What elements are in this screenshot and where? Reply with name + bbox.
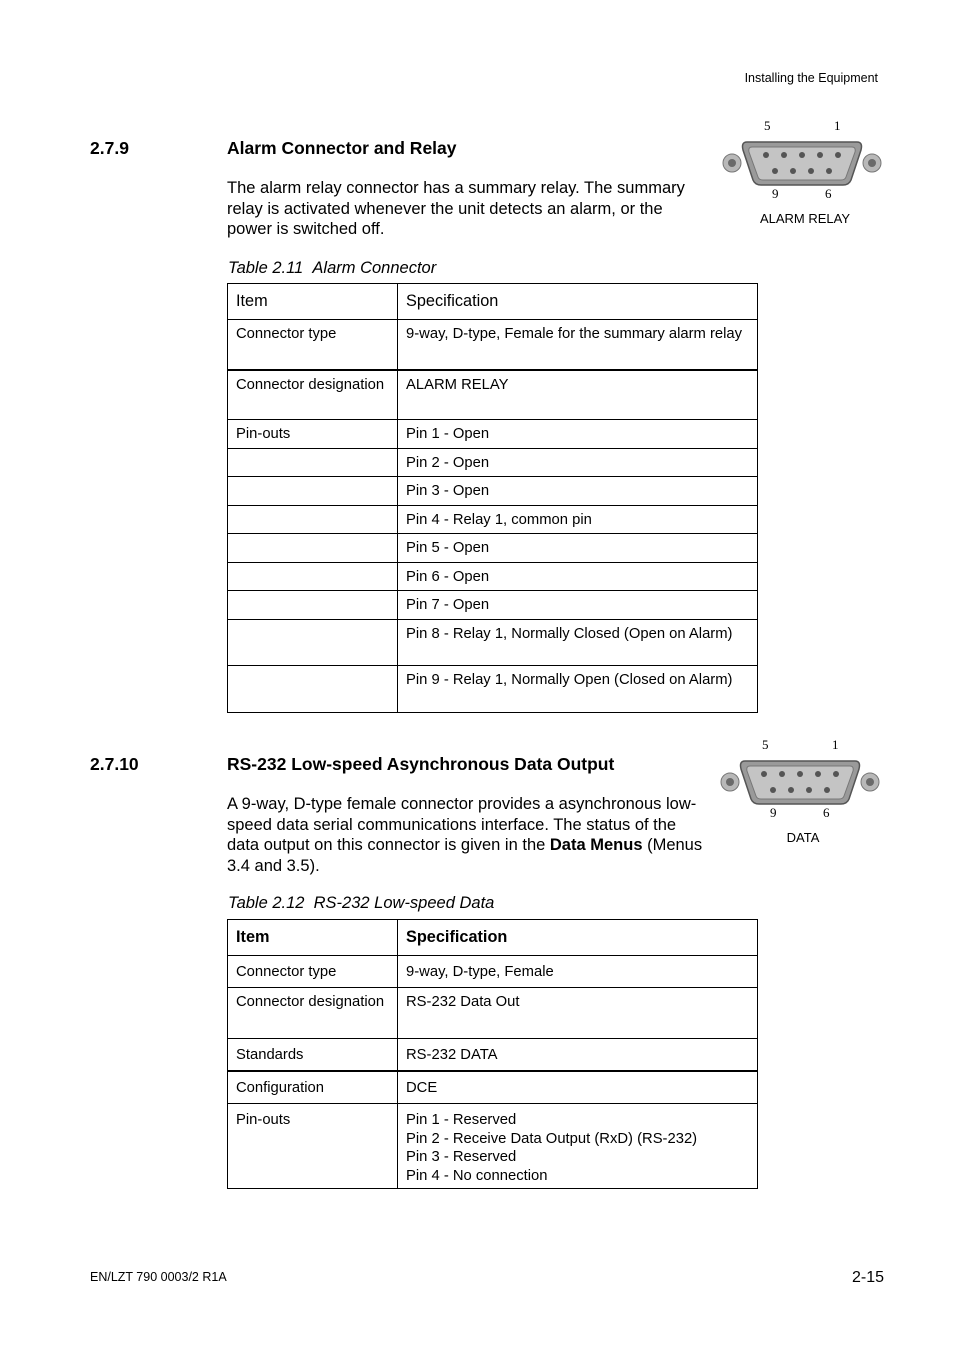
pinout-line: Pin 1 - Reserved — [406, 1112, 517, 1128]
connector-label: DATA — [786, 830, 820, 845]
table-row — [228, 1039, 758, 1071]
table-row — [228, 320, 758, 370]
table-cell — [228, 620, 398, 666]
header-cell: Specification — [398, 284, 758, 320]
alarm-relay-connector — [720, 118, 890, 228]
table-caption: Table 2.12 RS-232 Low-speed Data — [228, 894, 495, 912]
table-cell — [228, 591, 398, 620]
table-row — [228, 420, 758, 449]
table-cell: DCE — [398, 1071, 758, 1104]
header-cell: Specification — [398, 920, 758, 956]
table-cell: Configuration — [228, 1071, 398, 1104]
db9-connector-icon — [720, 138, 890, 208]
table-cell: Pin 9 - Relay 1, Normally Open (Closed on Alarm) — [398, 666, 758, 713]
table-caption: Table 2.11 Alarm Connector — [228, 259, 437, 277]
header-cell: Item — [228, 284, 398, 320]
table-cell — [228, 563, 398, 591]
table-row — [228, 534, 758, 563]
footer-doc-id: EN/LZT 790 0003/2 R1A — [90, 1270, 227, 1284]
table-row — [228, 506, 758, 534]
pin-label: 1 — [832, 737, 839, 752]
pin-label: 9 — [770, 805, 777, 820]
table-cell — [228, 666, 398, 713]
table-cell: Connector type — [228, 956, 398, 988]
table-cell: Pin-outs — [228, 420, 398, 449]
table-cell: Pin 8 - Relay 1, Normally Closed (Open on Alarm) — [398, 620, 758, 666]
table-row — [228, 591, 758, 620]
data-connector — [718, 737, 888, 847]
pinout-line: Pin 3 - Reserved — [406, 1149, 517, 1165]
table-cell: Connector designation — [228, 370, 398, 420]
running-header: Installing the Equipment — [744, 71, 878, 85]
table-header-row — [228, 920, 758, 956]
table-row — [228, 1104, 758, 1189]
table-row — [228, 1071, 758, 1104]
table-cell: Pin-outs — [228, 1104, 398, 1189]
table-cell: Standards — [228, 1039, 398, 1071]
table-row — [228, 988, 758, 1039]
pin-label: 5 — [764, 118, 771, 133]
table-cell: Pin 6 - Open — [398, 563, 758, 591]
pin-label: 5 — [762, 737, 769, 752]
connector-label: ALARM RELAY — [759, 211, 851, 226]
table-cell: Connector designation — [228, 988, 398, 1039]
table-cell: Pin 1 - Open — [398, 420, 758, 449]
table-cell: Pin 5 - Open — [398, 534, 758, 563]
pinout-line: Pin 4 - No connection — [406, 1167, 548, 1184]
rs232-data-table — [227, 919, 758, 1189]
section-title: Alarm Connector and Relay — [227, 138, 457, 158]
table-cell: RS-232 Data Out — [398, 988, 758, 1039]
pin-label: 6 — [823, 805, 830, 820]
table-cell: 9-way, D-type, Female — [398, 956, 758, 988]
table-cell: Pin 3 - Open — [398, 477, 758, 506]
table-cell — [228, 506, 398, 534]
table-cell: ALARM RELAY — [398, 370, 758, 420]
table-row — [228, 956, 758, 988]
table-cell: Pin 4 - Relay 1, common pin — [398, 506, 758, 534]
table-row — [228, 666, 758, 713]
table-cell — [228, 477, 398, 506]
pin-label: 6 — [825, 186, 832, 201]
footer-page-number: 2-15 — [851, 1269, 884, 1286]
table-row — [228, 370, 758, 420]
section-number: 2.7.9 — [90, 138, 129, 158]
table-cell — [228, 534, 398, 563]
pin-label: 9 — [772, 186, 779, 201]
table-cell: Pin 7 - Open — [398, 591, 758, 620]
table-cell: Pin 2 - Open — [398, 449, 758, 477]
table-cell — [228, 449, 398, 477]
alarm-connector-table — [227, 283, 758, 713]
pin-label: 1 — [834, 118, 841, 133]
table-header-row — [228, 284, 758, 320]
section-title: RS-232 Low-speed Asynchronous Data Output — [227, 754, 615, 774]
section-paragraph: The alarm relay connector has a summary relay. The summary relay is activated whenever the unit detects an alarm, or the power is switched off. — [227, 179, 685, 238]
section-number: 2.7.10 — [90, 754, 139, 774]
pinout-line: Pin 2 - Receive Data Output (RxD) (RS-232) — [406, 1130, 698, 1147]
table-cell — [398, 1104, 758, 1189]
table-row — [228, 563, 758, 591]
table-row — [228, 449, 758, 477]
table-cell: RS-232 DATA — [398, 1039, 758, 1071]
header-cell: Item — [228, 920, 398, 956]
table-row — [228, 477, 758, 506]
table-cell: 9-way, D-type, Female for the summary alarm relay — [398, 320, 758, 370]
table-row — [228, 620, 758, 666]
table-cell: Connector type — [228, 320, 398, 370]
section-paragraph: A 9-way, D-type female connector provides a asynchronous low-speed data serial communications interface. The status of the data output on this connector is given in the Data Menus (Menus 3.4 and 3.5). — [227, 795, 703, 875]
db9-connector-icon — [718, 757, 888, 827]
